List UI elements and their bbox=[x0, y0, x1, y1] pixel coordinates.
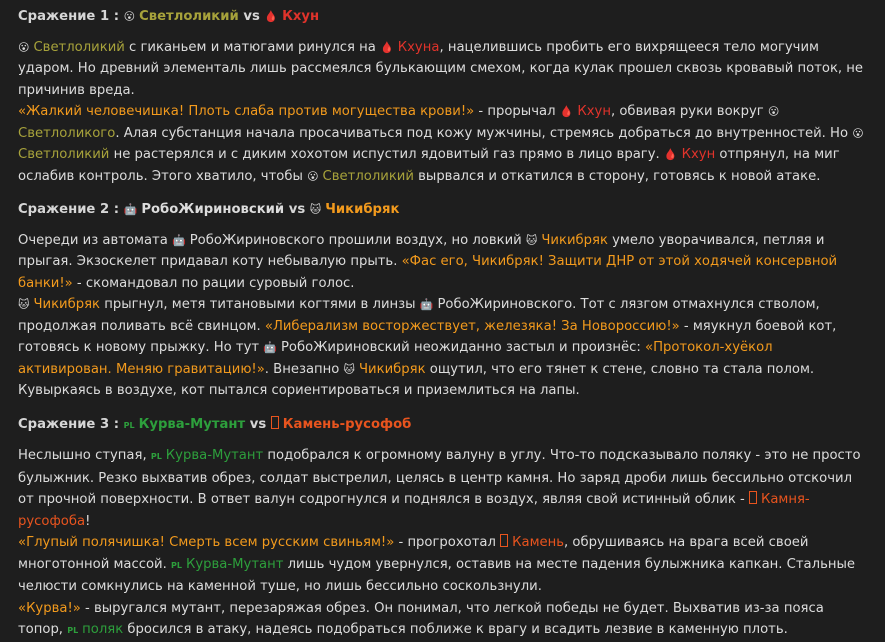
drop-icon: 🩸 bbox=[559, 105, 574, 118]
cat-icon: 🐱 bbox=[18, 298, 30, 311]
face-icon: 😮 bbox=[307, 169, 319, 183]
quote: «Глупый полячишка! Смерть всем русским свиньям!» bbox=[18, 535, 395, 550]
fighter-name-kurva-mutant: Курва-Мутант bbox=[185, 556, 284, 572]
narration-text: подобрался к огромному валуну в углу. Что-то подсказывало поляку - это не просто булыжник. Резко выхватив обрез, солдат выстрелил, целясь в центр камня. Но заряд дроби лишь бессильно отскочил от прочной поверхности. В ответ валун содрогнулся и поднялся в воздух, являя свой истинный облик - bbox=[18, 448, 861, 507]
battle-paragraph bbox=[18, 532, 869, 598]
fighter-name-chikibryak: Чикибряк bbox=[33, 297, 101, 312]
narration-text: . Алая субстанция начала просачиваться под кожу мужчины, стремясь добраться до внутренностей. Но bbox=[115, 125, 853, 141]
fighter-name-kurva-mutant: Курва-Мутант bbox=[165, 448, 264, 463]
battle-section bbox=[18, 6, 869, 187]
fighter-name-khun: Кхун bbox=[681, 147, 716, 162]
battle-paragraph bbox=[18, 294, 869, 402]
narration-text: , обрушиваясь на врага всей своей многотонной массой. bbox=[18, 535, 809, 572]
quote: «Либерализм восторжествует, железяка! За Новороссию!» bbox=[264, 318, 680, 334]
fighter-name-kamen-rusofob: Камня-русофоба bbox=[18, 492, 810, 529]
narration-text: Неслышно ступая, bbox=[18, 448, 151, 463]
narration-text: ощутил, что его тянет к стене, словно та стала полом. Кувыркаясь в воздухе, кот пытался сориентироваться и приземлиться на лапы. bbox=[18, 361, 815, 398]
box-icon bbox=[749, 491, 757, 504]
fighter-name-chikibryak: Чикибряк bbox=[325, 202, 400, 217]
cat-icon: 🐱 bbox=[343, 362, 356, 376]
narration-text: - выругался мутант, перезаряжая обрез. Он понимал, что легкой победы не будет. Выхватив из-за пояса топор, bbox=[18, 600, 824, 637]
narration-text: vs bbox=[245, 416, 271, 432]
robot-icon: 🤖 bbox=[172, 233, 186, 247]
fighter-name-svetlolikiy: Светлоликого bbox=[18, 125, 116, 141]
face-icon: 😮 bbox=[767, 105, 780, 118]
narration-text: Очереди из автомата bbox=[18, 232, 173, 248]
battle-section bbox=[18, 199, 869, 402]
narration-text: умело уворачивался, петляя и прыгая. Экзоскелет придавал коту небывалую прыть. bbox=[18, 232, 825, 269]
fighter-name-kamen-rusofob: Камень bbox=[512, 535, 565, 550]
narration-text: прошили воздух, но ловкий bbox=[324, 232, 526, 248]
pl-flag-icon: PL bbox=[123, 420, 135, 430]
drop-icon: 🩸 bbox=[663, 148, 678, 161]
robot-icon: 🤖 bbox=[123, 203, 138, 216]
narration-text: vs bbox=[238, 9, 265, 24]
battle-paragraph bbox=[18, 101, 869, 187]
narration-text: вырвался и откатился в сторону, готовясь к новой атаке. bbox=[413, 168, 821, 184]
pl-flag-icon: PL bbox=[67, 626, 79, 635]
fighter-name-svetlolikiy: Светлоликий bbox=[322, 168, 414, 184]
fighter-name-svetlolikiy: Светлоликий bbox=[33, 39, 125, 55]
narration-text: лишь чудом увернулся, оставив на месте падения булыжника капкан. Стальные челюсти сомкнулись на каменной туше, но лишь бессильно соскользнули. bbox=[18, 556, 855, 594]
fighter-name-chikibryak: Чикибряк bbox=[359, 361, 426, 377]
fighter-name-robozhirinovsky: РобоЖириновский bbox=[280, 340, 410, 355]
narration-text: ! bbox=[85, 513, 91, 529]
fighter-name-kamen-rusofob: Камень-русофоб bbox=[282, 416, 412, 432]
narration-text: отпрянул, на миг ослабив контроль. Этого хватило, чтобы bbox=[18, 147, 840, 184]
fighter-name-robozhirinovsky: РобоЖириновский bbox=[141, 202, 285, 217]
narration-text: - прорычал bbox=[474, 104, 560, 119]
fighter-name-chikibryak: Чикибряк bbox=[541, 232, 608, 248]
narration-text: , нацелившись пробить его вихрящееся тело могучим ударом. Но древний элементаль лишь рассмеялся булькающим смехом, когда кулак прошел сквозь кровавый поток, не причинив вреда. bbox=[18, 39, 864, 98]
quote: «Фас его, Чикибряк! Защити ДНР от этой ходячей консервной банки!» bbox=[18, 254, 838, 291]
battle-header bbox=[18, 414, 869, 437]
pl-flag-icon: PL bbox=[171, 560, 182, 570]
box-icon bbox=[271, 416, 279, 429]
narration-text: . Тот с лязгом отмахнулся стволом, продолжая поливать всё свинцом. bbox=[18, 297, 820, 334]
face-icon: 😮 bbox=[852, 126, 864, 140]
fighter-name-khun: Кхун bbox=[282, 9, 320, 24]
fighter-name-robozhirinovsky: РобоЖириновского bbox=[189, 232, 325, 248]
narration-text: бросился в атаку, надеясь подобраться поближе к врагу и всадить лезвие в каменную плоть. bbox=[123, 622, 788, 637]
pl-flag-icon: PL bbox=[150, 452, 162, 461]
quote: «Курва!» bbox=[18, 600, 81, 616]
narration-text: . Внезапно bbox=[264, 361, 344, 377]
narration-text: неожиданно застыл и произнёс: bbox=[409, 340, 645, 355]
robot-icon: 🤖 bbox=[419, 298, 434, 311]
quote: «Протокол-хуёкол активирован. Меняю гравитацию!» bbox=[18, 340, 773, 377]
fighter-name-kurva-mutant: поляк bbox=[82, 622, 124, 637]
battle-paragraph bbox=[18, 445, 869, 532]
battle-header bbox=[18, 199, 869, 221]
narration-text: прыгнул, метя титановыми когтями в линзы bbox=[100, 297, 420, 312]
face-icon: 😮 bbox=[18, 40, 30, 54]
narration-text: не растерялся и с диким хохотом испустил ядовитый газ прямо в лицо врагу. bbox=[109, 147, 664, 162]
narration-text: - прогрохотал bbox=[394, 535, 501, 550]
battle-paragraph bbox=[18, 598, 869, 642]
fighter-name-kurva-mutant: Курва-Мутант bbox=[138, 416, 246, 432]
robot-icon: 🤖 bbox=[263, 341, 277, 354]
narration-text: vs bbox=[284, 202, 310, 217]
box-icon bbox=[500, 534, 508, 547]
fighter-name-svetlolikiy: Светлоликий bbox=[18, 147, 110, 162]
narration-text: Сражение 3 : bbox=[18, 416, 124, 432]
narration-text: Сражение 2 : bbox=[18, 202, 124, 217]
face-icon: 😮 bbox=[123, 10, 136, 23]
quote: «Жалкий человечишка! Плоть слаба против могущества крови!» bbox=[18, 104, 475, 119]
fighter-name-khun: Кхуна bbox=[397, 39, 440, 55]
cat-icon: 🐱 bbox=[525, 233, 538, 247]
cat-icon: 🐱 bbox=[309, 203, 322, 216]
fighter-name-robozhirinovsky: РобоЖириновского bbox=[437, 297, 573, 312]
fighter-name-khun: Кхун bbox=[577, 104, 611, 119]
narration-text: - скомандовал по рации суровый голос. bbox=[72, 275, 355, 291]
narration-text: , обвивая руки вокруг bbox=[610, 104, 768, 119]
fighter-name-svetlolikiy: Светлоликий bbox=[139, 9, 239, 24]
narration-text: Сражение 1 : bbox=[18, 9, 124, 24]
battle-paragraph bbox=[18, 230, 869, 295]
drop-icon: 🩸 bbox=[264, 10, 279, 23]
battle-paragraph bbox=[18, 37, 869, 102]
drop-icon: 🩸 bbox=[380, 40, 394, 54]
narration-text: - мяукнул боевой кот, готовясь к новому прыжку. Но тут bbox=[18, 318, 837, 355]
battle-section bbox=[18, 414, 869, 642]
narration-text: с гиканьем и матюгами ринулся на bbox=[124, 39, 381, 55]
battle-header bbox=[18, 6, 869, 28]
